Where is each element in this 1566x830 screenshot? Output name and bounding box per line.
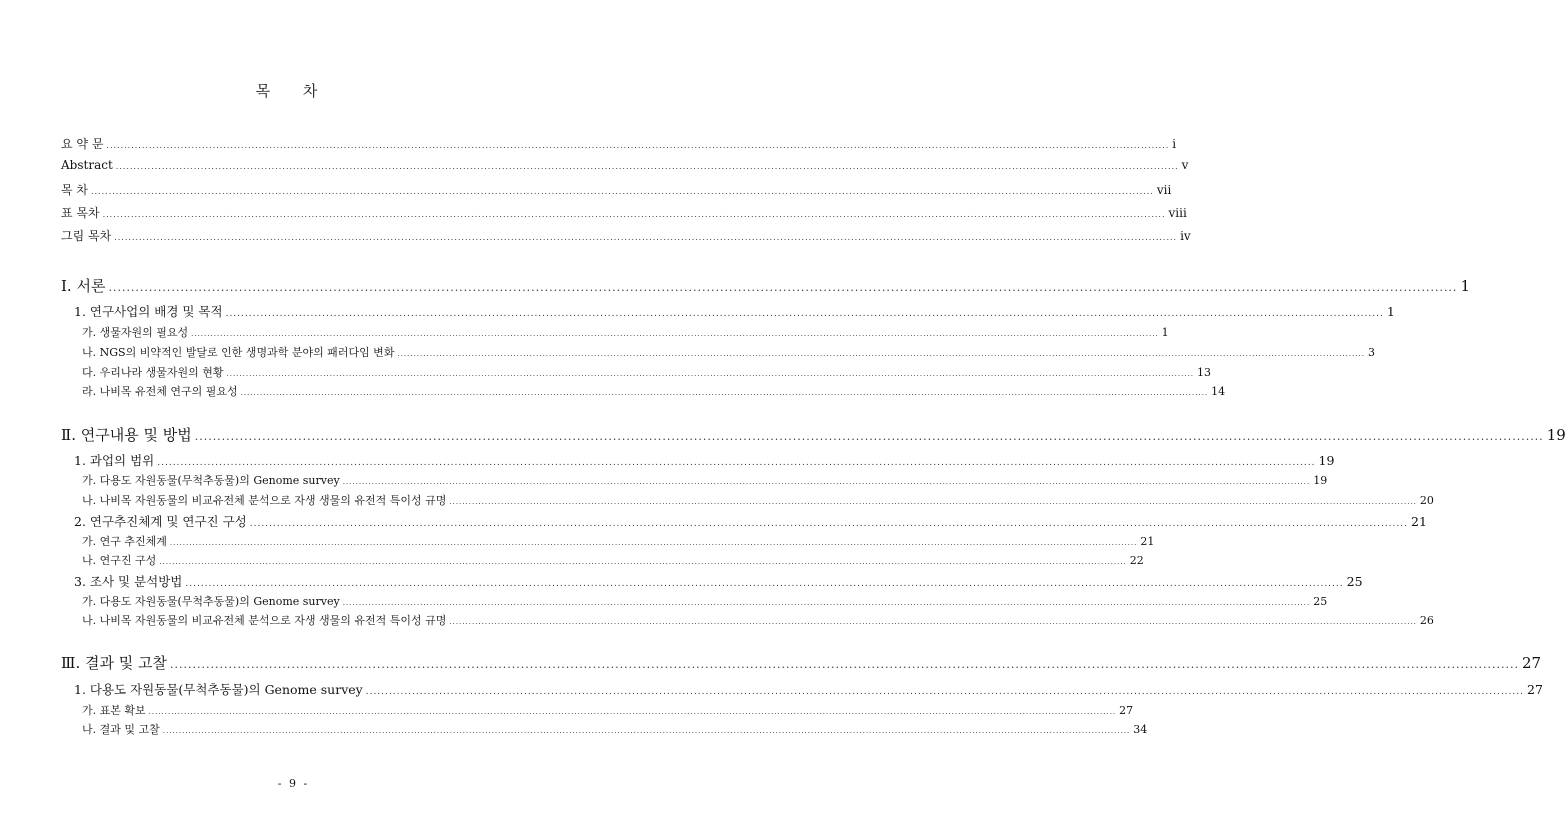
- toc-subsection[interactable]: [82, 533, 1155, 549]
- toc-entry-figures[interactable]: [61, 227, 1191, 244]
- toc-label: 나. 나비목 자원동물의 비교유전체 분석으로 자생 생물의 유전적 특이성 규명: [82, 614, 447, 627]
- toc-label: Abstract: [61, 158, 113, 172]
- toc-label: 표 목차: [61, 206, 100, 220]
- toc-label: 3. 조사 및 분석방법: [74, 574, 183, 589]
- toc-page-number: 20: [1419, 494, 1434, 507]
- toc-entry-abstract[interactable]: [61, 158, 1189, 172]
- dot-leader: ............................................................................................................................................................................................................................................................................................................: [159, 558, 1127, 566]
- toc-page-number: 1: [1161, 326, 1169, 339]
- dot-leader: ............................................................................................................................................................................................................................................................................................................: [225, 309, 1384, 319]
- toc-page-number: i: [1172, 137, 1177, 151]
- toc-label: 목 차: [61, 183, 88, 197]
- toc-label: 나. 연구진 구성: [82, 554, 157, 567]
- toc-label: I. 서론: [61, 277, 106, 295]
- toc-subsection[interactable]: [82, 593, 1328, 609]
- toc-page-number: 21: [1411, 514, 1427, 529]
- toc-label: 2. 연구추진체계 및 연구진 구성: [74, 514, 247, 529]
- toc-label: 가. 다용도 자원동물(무척추동물)의 Genome survey: [82, 595, 340, 608]
- toc-label: 나. 나비목 자원동물의 비교유전체 분석으로 자생 생물의 유전적 특이성 규명: [82, 494, 447, 507]
- dot-leader: ............................................................................................................................................................................................................................................................................................................: [342, 478, 1311, 486]
- toc-page-number: 27: [1527, 682, 1543, 697]
- toc-page-number: viii: [1168, 206, 1187, 220]
- toc-label: 가. 다용도 자원동물(무척추동물)의 Genome survey: [82, 474, 340, 487]
- toc-subsection[interactable]: [82, 721, 1148, 737]
- page-number-footer: - 9 -: [277, 777, 310, 790]
- toc-label: 나. NGS의 비약적인 발달로 인한 생명과학 분야의 패러다임 변화: [82, 346, 395, 359]
- dot-leader: ............................................................................................................................................................................................................................................................................................................: [449, 498, 1417, 506]
- dot-leader: ............................................................................................................................................................................................................................................................................................................: [226, 370, 1195, 378]
- toc-section-2-2[interactable]: [74, 512, 1427, 530]
- toc-page-number: 27: [1521, 654, 1542, 672]
- toc-chapter-1[interactable]: [61, 275, 1470, 296]
- toc-page-number: v: [1181, 158, 1189, 172]
- toc-page-number: 21: [1140, 535, 1155, 548]
- toc-section-3-1[interactable]: [74, 680, 1543, 698]
- dot-leader: ............................................................................................................................................................................................................................................................................................................: [449, 618, 1417, 626]
- toc-page-number: 34: [1133, 723, 1148, 736]
- toc-page-number: 3: [1367, 346, 1375, 359]
- toc-label: 가. 생물자원의 필요성: [82, 326, 189, 339]
- page-title: 목 차: [255, 82, 332, 100]
- toc-page-number: 19: [1313, 474, 1328, 487]
- toc-page-number: vii: [1156, 183, 1172, 197]
- dot-leader: ............................................................................................................................................................................................................................................................................................................: [102, 210, 1166, 219]
- toc-subsection[interactable]: [82, 552, 1144, 568]
- toc-subsection[interactable]: [82, 492, 1434, 508]
- toc-page-number: iv: [1180, 229, 1191, 243]
- toc-page-number: 1: [1460, 277, 1470, 295]
- toc-section-2-1[interactable]: [74, 451, 1335, 469]
- dot-leader: ............................................................................................................................................................................................................................................................................................................: [106, 141, 1170, 150]
- toc-label: 라. 나비목 유전체 연구의 필요성: [82, 385, 238, 398]
- dot-leader: ............................................................................................................................................................................................................................................................................................................: [185, 579, 1344, 589]
- toc-page-number: 26: [1419, 614, 1434, 627]
- dot-leader: ............................................................................................................................................................................................................................................................................................................: [397, 350, 1365, 358]
- dot-leader: ............................................................................................................................................................................................................................................................................................................: [249, 519, 1408, 529]
- toc-label: 요 약 문: [61, 137, 104, 151]
- toc-chapter-3[interactable]: [61, 652, 1542, 673]
- toc-label: 가. 표본 확보: [82, 704, 146, 717]
- dot-leader: ............................................................................................................................................................................................................................................................................................................: [191, 330, 1159, 338]
- toc-entry-tables[interactable]: [61, 204, 1187, 221]
- dot-leader: ............................................................................................................................................................................................................................................................................................................: [157, 458, 1316, 468]
- toc-label: 다. 우리나라 생물자원의 현황: [82, 366, 224, 379]
- dot-leader: ............................................................................................................................................................................................................................................................................................................: [114, 233, 1178, 242]
- toc-label: 그림 목차: [61, 229, 112, 243]
- dot-leader: ............................................................................................................................................................................................................................................................................................................: [162, 727, 1131, 735]
- dot-leader: ............................................................................................................................................................................................................................................................................................................: [170, 658, 1519, 671]
- toc-subsection[interactable]: [82, 364, 1212, 380]
- dot-leader: ............................................................................................................................................................................................................................................................................................................: [115, 162, 1179, 171]
- toc-label: Ⅲ. 결과 및 고찰: [61, 654, 167, 672]
- toc-page-number: 19: [1318, 453, 1335, 468]
- toc-label: 1. 과업의 범위: [74, 453, 155, 468]
- toc-page-number: 25: [1313, 595, 1328, 608]
- toc-subsection[interactable]: [82, 612, 1434, 628]
- dot-leader: ............................................................................................................................................................................................................................................................................................................: [342, 599, 1311, 607]
- toc-chapter-2[interactable]: [61, 424, 1566, 445]
- toc-label: 1. 다용도 자원동물(무척추동물)의 Genome survey: [74, 682, 363, 697]
- toc-label: Ⅱ. 연구내용 및 방법: [61, 426, 192, 444]
- dot-leader: ............................................................................................................................................................................................................................................................................................................: [169, 539, 1138, 547]
- toc-label: 가. 연구 추진체계: [82, 535, 167, 548]
- toc-page-number: 25: [1346, 574, 1363, 589]
- toc-entry-summary[interactable]: [61, 135, 1177, 152]
- toc-page-number: 13: [1197, 366, 1212, 379]
- toc-label: 1. 연구사업의 배경 및 목적: [74, 304, 223, 319]
- toc-section-2-3[interactable]: [74, 572, 1363, 590]
- toc-subsection[interactable]: [82, 383, 1226, 399]
- dot-leader: ............................................................................................................................................................................................................................................................................................................: [148, 708, 1117, 716]
- toc-subsection[interactable]: [82, 344, 1375, 360]
- toc-page-number: 22: [1129, 554, 1144, 567]
- dot-leader: ............................................................................................................................................................................................................................................................................................................: [194, 430, 1544, 443]
- toc-subsection[interactable]: [82, 472, 1328, 488]
- toc-page-number: 19: [1546, 426, 1566, 444]
- toc-page-number: 1: [1386, 304, 1395, 319]
- dot-leader: ............................................................................................................................................................................................................................................................................................................: [91, 187, 1154, 196]
- toc-page-number: 27: [1119, 704, 1134, 717]
- dot-leader: ............................................................................................................................................................................................................................................................................................................: [240, 389, 1209, 397]
- toc-page-number: 14: [1211, 385, 1226, 398]
- toc-section-1-1[interactable]: [74, 302, 1395, 320]
- toc-label: 나. 결과 및 고찰: [82, 723, 160, 736]
- toc-entry-contents[interactable]: [61, 181, 1172, 198]
- dot-leader: ............................................................................................................................................................................................................................................................................................................: [365, 687, 1524, 697]
- toc-subsection[interactable]: [82, 324, 1169, 340]
- dot-leader: ............................................................................................................................................................................................................................................................................................................: [108, 281, 1458, 294]
- toc-subsection[interactable]: [82, 702, 1134, 718]
